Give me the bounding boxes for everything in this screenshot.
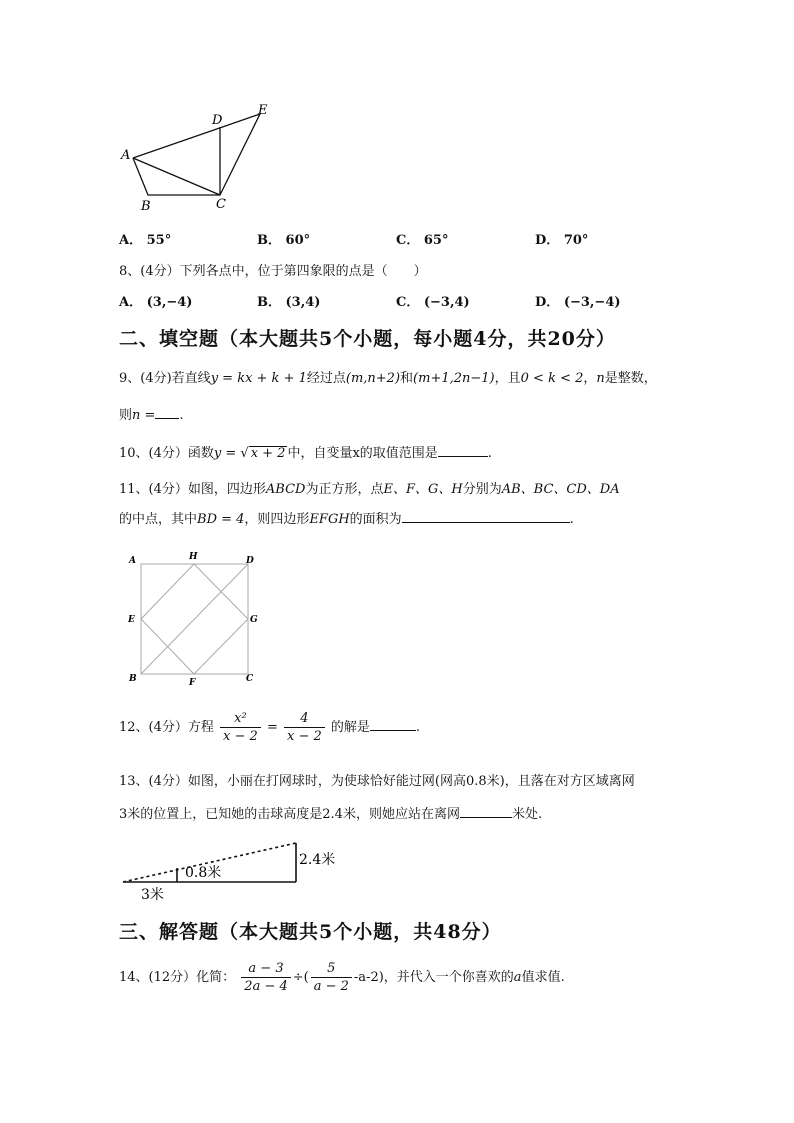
q14-fraction-2: $\frac{5}{a - 2}$ bbox=[311, 960, 352, 995]
q12-answer-blank[interactable] bbox=[370, 718, 416, 731]
q7-label-a: A bbox=[121, 148, 131, 163]
q12-line: 12、(4分）方程 $\frac{\text{x²}}{x - 2}$ = $\frac{4}{x - 2}$ 的解是 . bbox=[119, 711, 421, 744]
q11-label-b: B bbox=[129, 674, 137, 684]
q13-label-distance: 3米 bbox=[141, 887, 164, 903]
q7-option-a: A． 55° bbox=[119, 233, 172, 248]
q7-label-b: B bbox=[141, 199, 151, 214]
q9-answer-blank[interactable] bbox=[155, 406, 179, 419]
q10-answer-blank[interactable] bbox=[438, 444, 488, 457]
q7-option-d: D． 70° bbox=[535, 233, 589, 248]
q13-figure bbox=[115, 840, 355, 904]
q13-label-height: 2.4米 bbox=[299, 852, 336, 868]
q8-option-c: C． (−3,4) bbox=[396, 295, 470, 310]
section2-title: 二、填空题（本大题共5个小题，每小题4分，共20分） bbox=[119, 328, 616, 350]
q7-label-d: D bbox=[212, 113, 223, 128]
q11-label-d: D bbox=[246, 556, 254, 566]
q8-option-b: B． (3,4) bbox=[257, 295, 321, 310]
q13-line1: 13、(4分）如图，小丽在打网球时，为使球恰好能过网(网高0.8米)，且落在对方区域离网 bbox=[119, 774, 635, 789]
q14-fraction-1: $\frac{a - 3}{2a - 4}$ bbox=[241, 960, 290, 995]
q9-line1: 9、(4分)若直线y = kx + k + 1经过点(m,n+2)和(m+1,2n−1)，且0 < k < 2，n是整数， bbox=[119, 371, 657, 386]
q11-diagonal-bd bbox=[141, 564, 248, 674]
section3-title: 三、解答题（本大题共5个小题，共48分） bbox=[119, 921, 502, 943]
q8-option-d: D． (−3,−4) bbox=[535, 295, 621, 310]
q13-label-net: 0.8米 bbox=[185, 865, 222, 881]
q12-fraction-right: $\frac{4}{x - 2}$ bbox=[284, 710, 325, 745]
q11-label-h: H bbox=[189, 552, 198, 562]
q11-line2: 的中点，其中BD = 4，则四边形EFGH的面积为 . bbox=[119, 512, 574, 527]
q11-answer-blank[interactable] bbox=[402, 510, 570, 523]
q11-line1: 11、(4分）如图，四边形ABCD为正方形，点E、F、G、H分别为AB、BC、CD、DA bbox=[119, 482, 620, 497]
q7-label-c: C bbox=[216, 197, 226, 212]
q9-line2: 则n = . bbox=[119, 408, 184, 423]
q14-line: 14、(12分）化简： $\frac{a - 3}{2a - 4}$ ÷( $\frac{5}{a - 2}$ -a-2)，并代入一个你喜欢的a值求值. bbox=[119, 961, 565, 994]
q11-label-e: E bbox=[128, 615, 135, 625]
q12-fraction-left: $\frac{\text{x²}}{x - 2}$ bbox=[220, 710, 261, 745]
q7-label-e: E bbox=[258, 103, 268, 118]
q7-quad bbox=[133, 114, 260, 195]
q11-label-a: A bbox=[129, 556, 136, 566]
q13-answer-blank[interactable] bbox=[460, 805, 512, 818]
q13-line2: 3米的位置上，已知她的击球高度是2.4米，则她应站在离网 米处. bbox=[119, 807, 543, 822]
q11-label-c: C bbox=[246, 674, 254, 684]
q7-figure bbox=[115, 100, 285, 215]
q11-label-f: F bbox=[189, 678, 196, 688]
q8-option-a: A． (3,−4) bbox=[119, 295, 193, 310]
q8-stem: 8、(4分）下列各点中，位于第四象限的点是（ ） bbox=[119, 264, 427, 279]
q10-line: 10、(4分）函数y = √ x + 2 中，自变量x的取值范围是 . bbox=[119, 446, 492, 461]
q7-option-b: B． 60° bbox=[257, 233, 311, 248]
q11-label-g: G bbox=[250, 615, 258, 625]
q11-figure bbox=[125, 548, 265, 688]
q10-radicand: x + 2 bbox=[250, 446, 286, 461]
q7-option-c: C． 65° bbox=[396, 233, 449, 248]
